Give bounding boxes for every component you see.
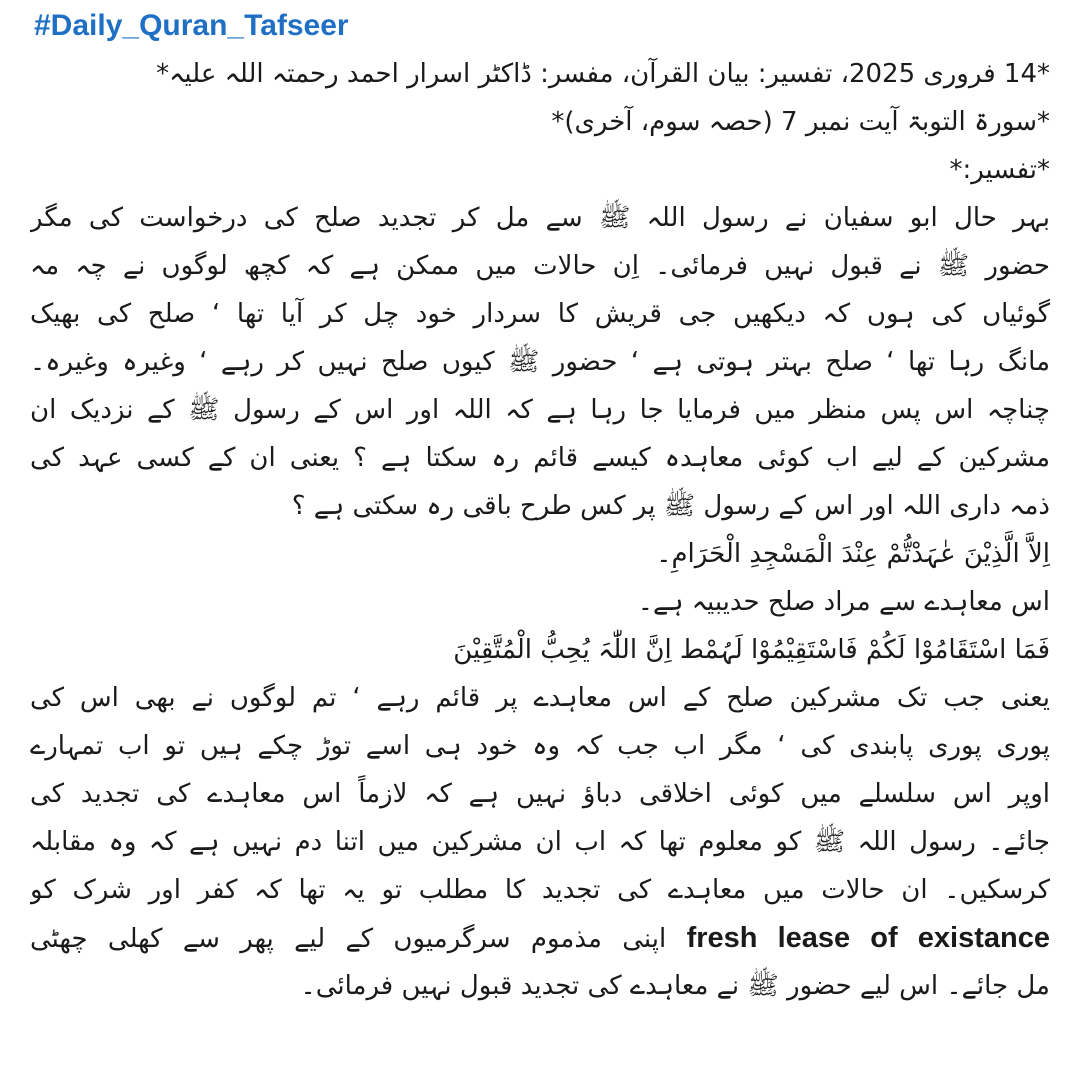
- post-line: *سورۃ التوبۃ آیت نمبر 7 (حصہ سوم، آخری)*: [551, 107, 1050, 137]
- post-line: ذمہ داری اللہ اور اس کے رسول ﷺ پر کس طرح باقی رہ سکتی ہے ؟: [291, 491, 1050, 521]
- post-line: فَمَا اسْتَقَامُوْا لَکُمْ فَاسْتَقِیْمُوْا لَہُمْط اِنَّ اللّٰہَ یُحِبُّ الْمُتَّقِیْنَ: [453, 635, 1050, 665]
- post-line: یعنی جب تک مشرکین صلح کے اس معاہدے پر قائم رہے ‘ تم لوگوں نے بھی اس کی: [30, 683, 1050, 713]
- post-line: گوئیاں کی ہوں کہ دیکھیں جی قریش کا سردار خود چل کر آیا تھا ‘ صلح کی بھیک: [30, 299, 1050, 329]
- post-line-last: مل جائے۔ اس لیے حضور ﷺ نے معاہدے کی تجدید قبول نہیں فرمائی۔: [300, 971, 1050, 1001]
- post-line: *تفسیر:*: [949, 155, 1050, 185]
- post-line: اِلاَّ الَّذِیْنَ عٰہَدْتُّمْ عِنْدَ الْمَسْجِدِ الْحَرَامِ۔: [656, 539, 1050, 569]
- post-line: بہر حال ابو سفیان نے رسول اللہ ﷺ سے مل کر تجدید صلح کی درخواست کی مگر: [30, 203, 1050, 233]
- post-line: چناچہ اس پس منظر میں فرمایا جا رہا ہے کہ اللہ اور اس کے رسول ﷺ کے نزدیک ان: [30, 395, 1050, 425]
- post-line: حضور ﷺ نے قبول نہیں فرمائی۔ اِن حالات میں ممکن ہے کہ کچھ لوگوں نے چہ مہ: [30, 251, 1050, 281]
- post-line: اوپر اس سلسلے میں کوئی اخلاقی دباؤ نہیں ہے کہ لازماً اس معاہدے کی تجدید کی: [30, 779, 1050, 809]
- post-body: [30, 50, 1050, 1010]
- hashtag-link[interactable]: #Daily_Quran_Tafseer: [34, 9, 349, 42]
- post-line: مشرکین کے لیے اب کوئی معاہدہ کیسے قائم رہ سکتا ہے ؟ یعنی ان کے کسی عہد کی: [30, 443, 1050, 473]
- post-line: جائے۔ رسول اللہ ﷺ کو معلوم تھا کہ اب ان مشرکین میں اتنا دم نہیں ہے کہ وہ مقابلہ: [30, 827, 1050, 857]
- post-line: پوری پوری پابندی کی ‘ مگر اب جب کہ وہ خود ہی اسے توڑ چکے ہیں تو اب تمہارے: [30, 731, 1050, 761]
- post-line-mixed: [30, 914, 1050, 962]
- post-line: مانگ رہا تھا ‘ صلح بہتر ہوتی ہے ‘ حضور ﷺ کیوں صلح نہیں کر رہے ‘ وغیرہ وغیرہ۔: [30, 347, 1050, 377]
- post-line: اس معاہدے سے مراد صلح حدیبیہ ہے۔: [637, 587, 1050, 617]
- post-lines: [30, 50, 1050, 914]
- post-line-mixed-urdu: اپنی مذموم سرگرمیوں کے لیے پھر سے کھلی چھٹی: [30, 924, 667, 954]
- post-line-mixed-english: fresh lease of existance: [686, 922, 1050, 954]
- post-line: *14 فروری 2025، تفسیر: بیان القرآن، مفسر: ڈاکٹر اسرار احمد رحمتہ اللہ علیہ*: [156, 59, 1050, 89]
- post-line: کرسکیں۔ ان حالات میں معاہدے کی تجدید کا مطلب تو یہ تھا کہ کفر اور شرک کو: [30, 875, 1050, 905]
